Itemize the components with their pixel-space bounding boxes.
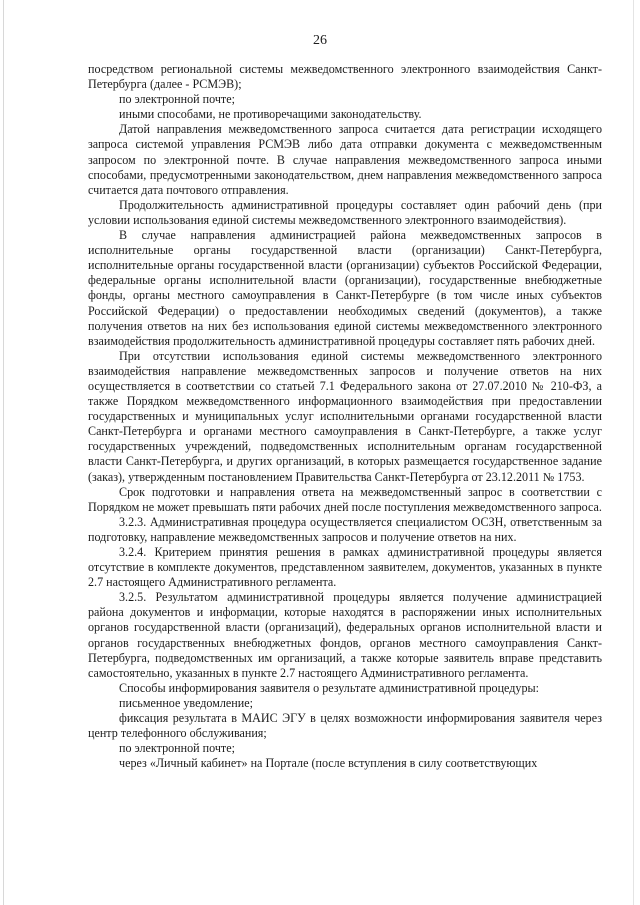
paragraph-email-channel: по электронной почте; bbox=[119, 92, 235, 107]
paragraph-duration: Продолжительность административной процедуры составляет один рабочий день (при условии использования единой системы межведомственного электронного взаимодействия). bbox=[88, 197, 602, 227]
paragraph-other-channels: иными способами, не противоречащими законодательству. bbox=[119, 107, 422, 122]
paragraph-response-term: Срок подготовки и направления ответа на межведомственный запрос в соответствии с Порядком не может превышать пяти рабочих дней после поступления межведомственного запроса. bbox=[88, 484, 602, 514]
paragraph-3-2-4: 3.2.4. Критерием принятия решения в рамках административной процедуры является отсутствие в комплекте документов, представленном заявителем, документов, указанных в пункте 2.7 настоящего Административного регламента. bbox=[88, 545, 602, 590]
paragraph-legal-basis: При отсутствии использования единой системы межведомственного электронного взаимодействия направление межведомственных запросов и получение ответов на них осуществляется в соответствии со статьей 7.1 Федерального закона от 27.07.2010 № 210-ФЗ, а также Порядком межведомственного информационного взаимодействия при предоставлении государственных и муниципальных услуг исполнительными органами государственной власти Санкт-Петербурга и органами местного самоуправления в Санкт-Петербурге, а также услуг государственных учреждений, подведомственных исполнительным органам государственной власти Санкт-Петербурга, и других организаций, в которых размещается государственное задание (заказ), утвержденным постановлением Правительства Санкт-Петербурга от 23.12.2011 № 1753. bbox=[88, 348, 602, 484]
page-number: 26 bbox=[313, 33, 327, 48]
paragraph-3-2-3: 3.2.3. Административная процедура осуществляется специалистом ОСЗН, ответственным за подготовку, направление межведомственных запросов и получение ответов на них. bbox=[88, 514, 602, 544]
paragraph-info-methods: Способы информирования заявителя о результате административной процедуры: bbox=[119, 680, 540, 695]
scan-edge-right bbox=[633, 0, 634, 905]
paragraph-non-electronic-duration: В случае направления администрацией района межведомственных запросов в исполнительные органы государственной власти (организации) Санкт-Петербурга, исполнительные органы государственной власти (организации) субъектов Российской Федерации, федеральные органы исполнительной власти (организации), государственные внебюджетные фонды, органы местного самоуправления в Санкт-Петербурге (в том числе иных субъектов Российской Федерации) о предоставлении необходимых сведений (документов), а также получения ответов на них без использования единой системы межведомственного электронного взаимодействия продолжительность административной процедуры составляет пять рабочих дней. bbox=[88, 228, 602, 348]
paragraph-3-2-5: 3.2.5. Результатом административной процедуры является получение администрацией района документов и информации, которые находятся в распоряжении иных исполнительных органов государственной власти (организаций), федеральных органов исполнительной власти и органов государственных внебюджетных фондов, органов местного самоуправления Санкт-Петербурга, подведомственных им организаций, а также которые заявитель вправе представить самостоятельно, указанных в пункте 2.7 настоящего Административного регламента. bbox=[88, 590, 602, 680]
paragraph-rsmev-channel: посредством региональной системы межведомственного электронного взаимодействия Санкт-Петербурга (далее - РСМЭВ); bbox=[88, 62, 602, 92]
document-body bbox=[88, 62, 602, 771]
paragraph-mais-egu: фиксация результата в МАИС ЭГУ в целях возможности информирования заявителя через центр телефонного обслуживания; bbox=[88, 711, 602, 741]
paragraph-email: по электронной почте; bbox=[119, 741, 235, 756]
paragraph-written-notice: письменное уведомление; bbox=[119, 695, 253, 710]
paragraph-request-date: Датой направления межведомственного запроса считается дата регистрации исходящего запроса системой управления РСМЭВ либо дата отправки документа с межведомственным запросом по электронной почте. В случае направления межведомственного запроса иными способами, предусмотренными законодательством, днем направления межведомственного запроса считается дата почтового отправления. bbox=[88, 122, 602, 197]
paragraph-personal-cabinet: через «Личный кабинет» на Портале (после вступления в силу соответствующих bbox=[119, 756, 538, 771]
scan-edge-left bbox=[3, 0, 4, 905]
